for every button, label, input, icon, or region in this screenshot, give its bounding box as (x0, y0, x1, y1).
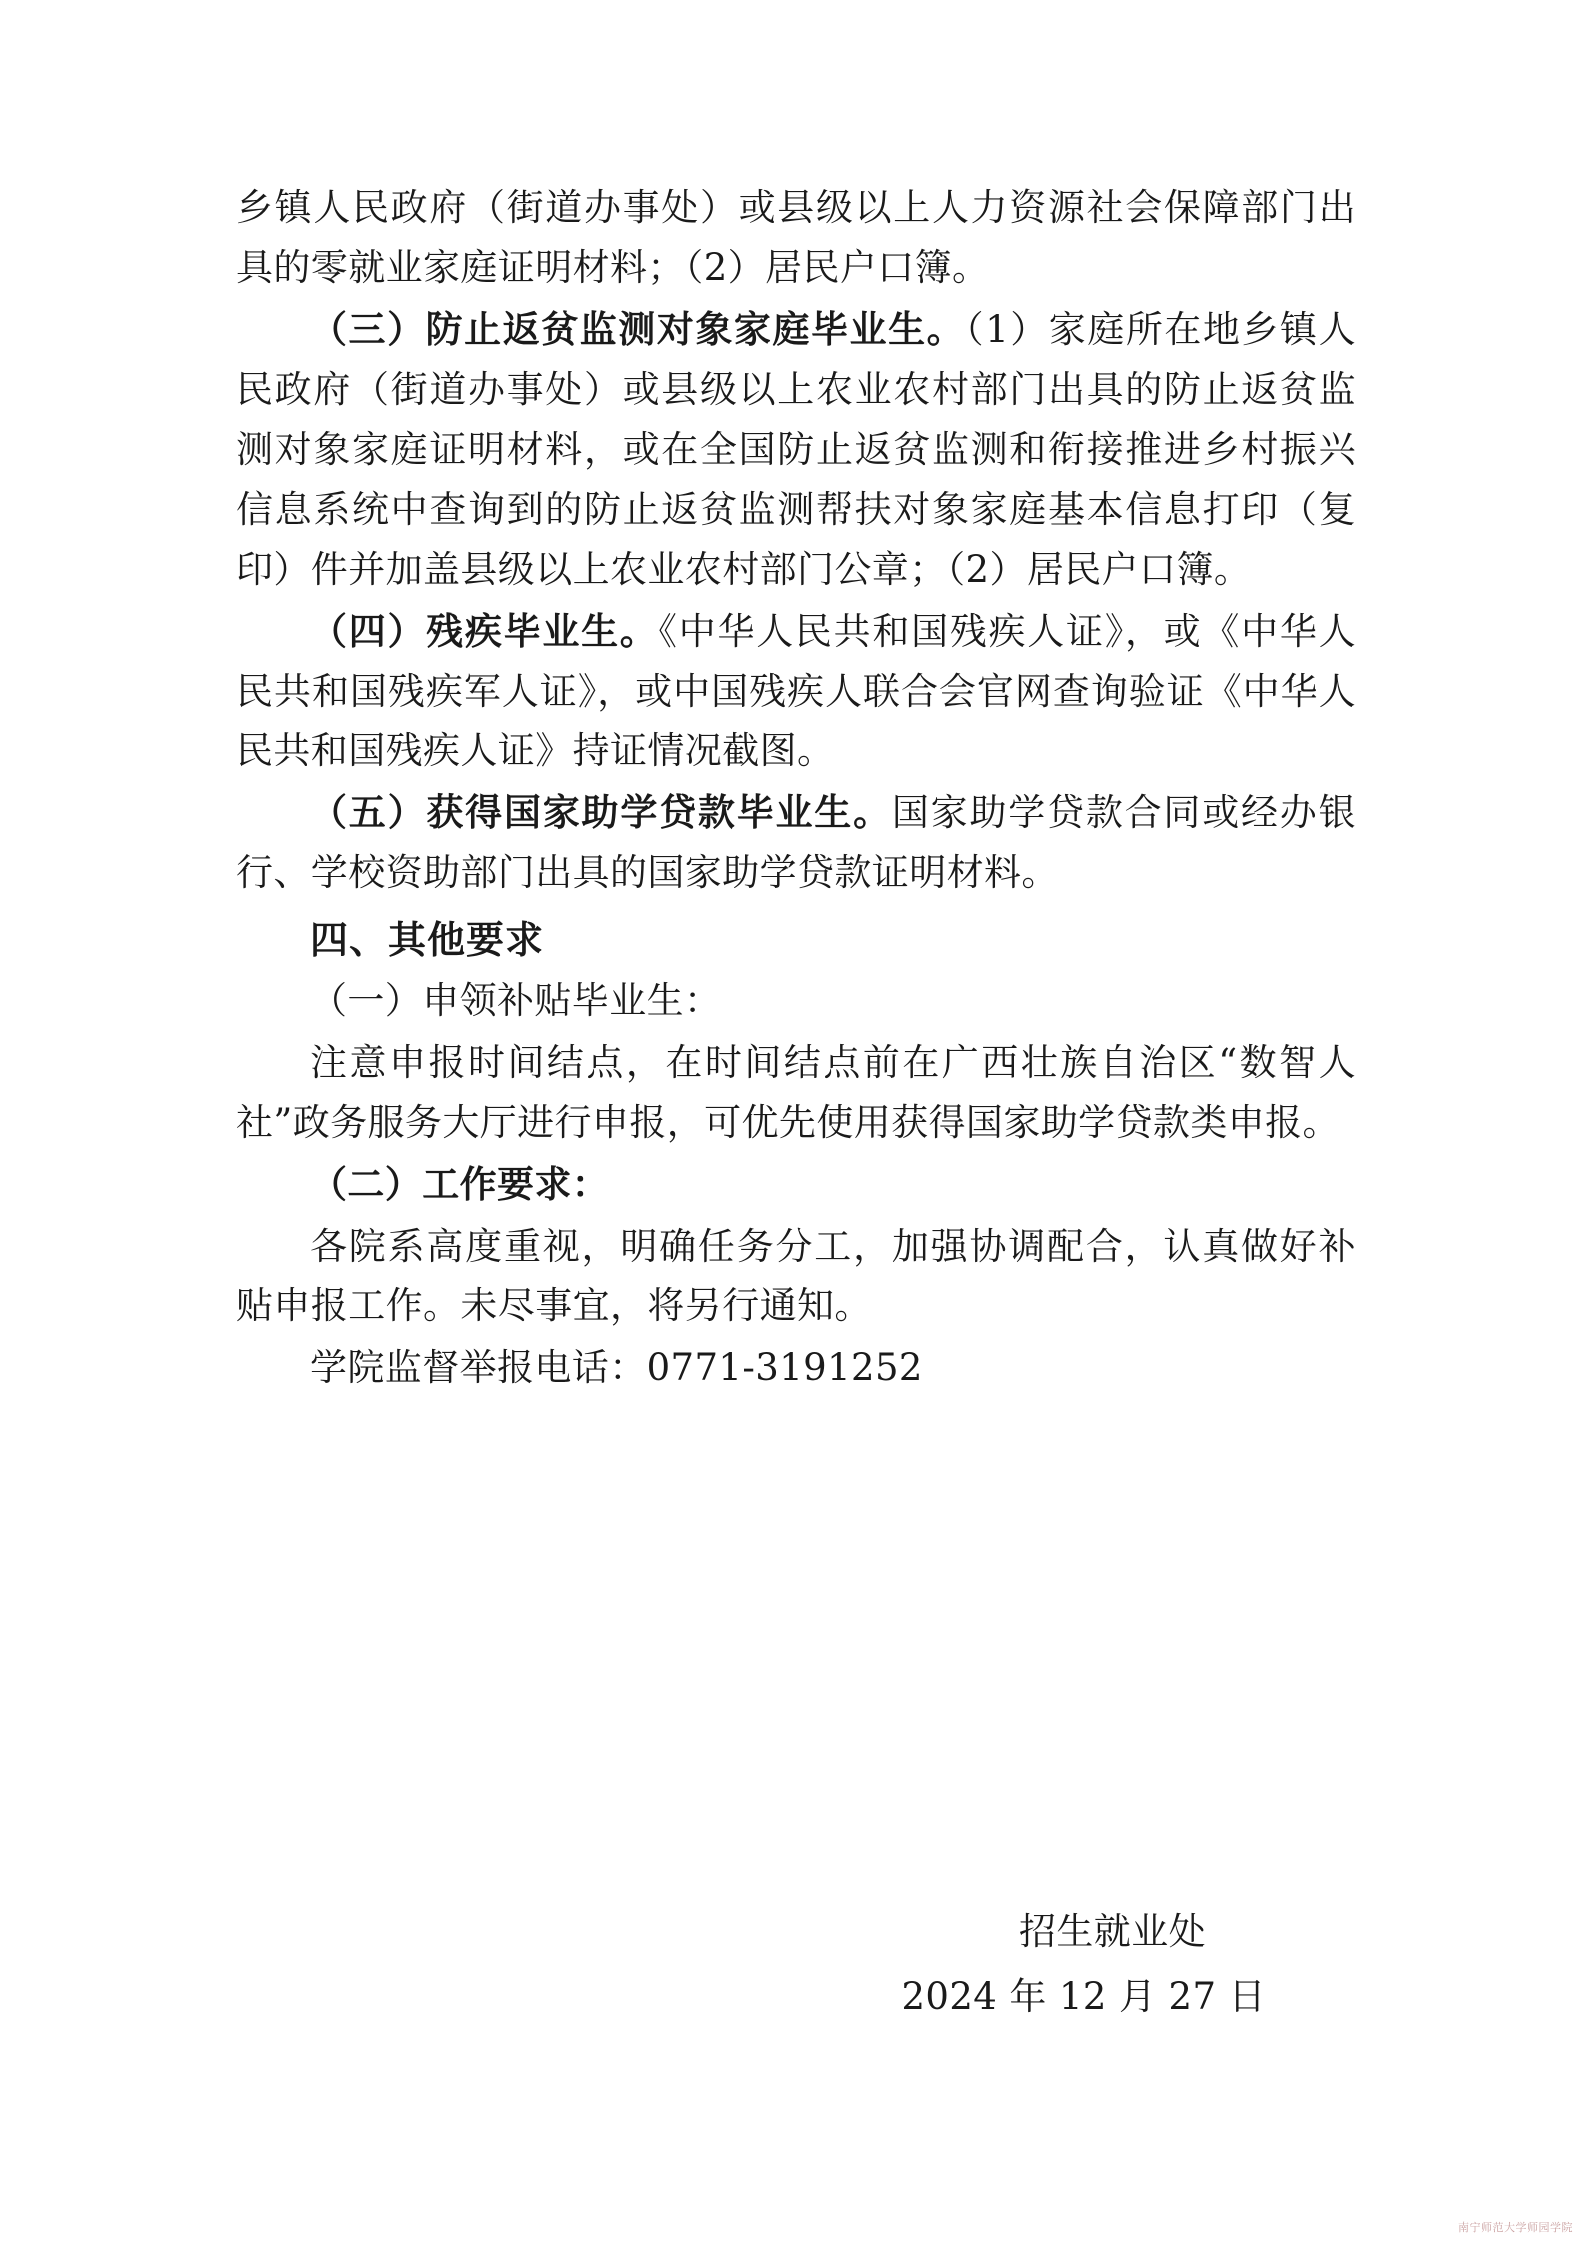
signature-date: 2024 年 12 月 27 日 (901, 1974, 1266, 2018)
paragraph-item-five (236, 783, 1356, 903)
signature-block (236, 1900, 1356, 2030)
subsection-one-body: 注意申报时间结点，在时间结点前在广西壮族自治区“数智人社”政务服务大厅进行申报，可优先使用获得国家助学贷款类申报。 (236, 1040, 1356, 1144)
paragraph-item-five-text: 国家助学贷款合同或经办银行、学校资助部门出具的国家助学贷款证明材料。 (236, 791, 1357, 895)
subsection-two-body: 各院系高度重视，明确任务分工，加强协调配合，认真做好补贴申报工作。未尽事宜，将另行通知。 (236, 1224, 1356, 1328)
paragraph-item-three (236, 300, 1356, 600)
hotline-line: 学院监督举报电话：0771-3191252 (310, 1346, 923, 1390)
paragraph-item-five-lead: （五）获得国家助学贷款毕业生。 (310, 790, 892, 835)
document-body (236, 178, 1356, 1400)
paragraph-item-three-text: （1）家庭所在地乡镇人民政府（街道办事处）或县级以上农业农村部门出具的防止返贫监测对象家庭证明材料，或在全国防止返贫监测和衔接推进乡村振兴信息系统中查询到的防止返贫监测帮扶对象家庭基本信息打印（复印）件并加盖县级以上农业农村部门公章；（2）居民户口簿。 (236, 307, 1356, 591)
paragraph-item-four-lead: （四）残疾毕业生。 (310, 608, 659, 653)
signature-department: 招生就业处 (1019, 1910, 1206, 1953)
paragraph-item-four (236, 602, 1356, 782)
paragraph-item-three-lead: （三）防止返贫监测对象家庭毕业生。 (310, 306, 966, 351)
paragraph-item-four-text: 《中华人民共和国残疾人证》，或《中华人民共和国残疾军人证》，或中国残疾人联合会官网查询验证《中华人民共和国残疾人证》持证情况截图。 (236, 609, 1356, 773)
subsection-two-heading: （二）工作要求： (310, 1161, 610, 1206)
watermark-text: 南宁师范大学师园学院 (1458, 2221, 1573, 2234)
section-heading-four: 四、其他要求 (310, 917, 545, 963)
paragraph-continued: 乡镇人民政府（街道办事处）或县级以上人力资源社会保障部门出具的零就业家庭证明材料；（2）居民户口簿。 (236, 186, 1356, 289)
subsection-one-heading: （一）申领补贴毕业生： (310, 978, 722, 1022)
